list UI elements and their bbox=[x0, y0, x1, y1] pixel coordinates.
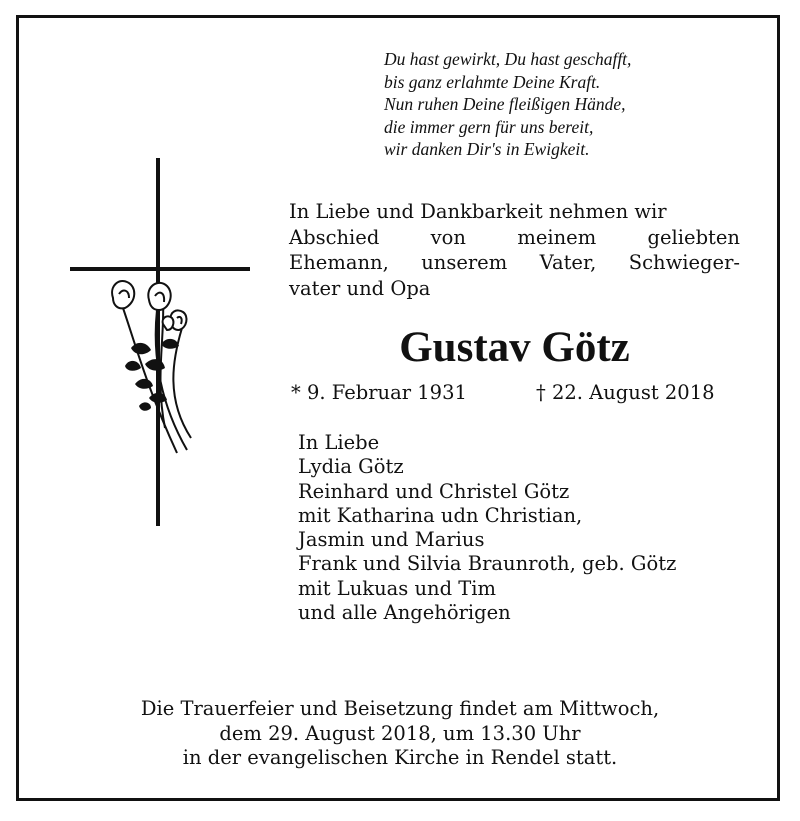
deceased-name: Gustav Götz bbox=[399, 324, 630, 371]
poem-line: Du hast gewirkt, Du hast geschafft, bbox=[384, 49, 632, 69]
mourner-line: Frank und Silvia Braunroth, geb. Götz bbox=[298, 552, 677, 576]
mourner-line: mit Katharina udn Christian, bbox=[298, 503, 583, 527]
mourner-line: In Liebe bbox=[298, 431, 380, 454]
mourners-list bbox=[298, 431, 676, 625]
poem-line: bis ganz erlahmte Deine Kraft. bbox=[384, 71, 601, 92]
cross-with-roses-icon bbox=[65, 158, 255, 530]
mourner-line: Reinhard und Christel Götz bbox=[298, 479, 570, 503]
mourner-line: und alle Angehörigen bbox=[298, 601, 511, 625]
poem-line: Nun ruhen Deine fleißigen Hände, bbox=[384, 94, 626, 114]
farewell-line: Abschied von meinem geliebten bbox=[289, 225, 740, 249]
farewell-line: Ehemann, unserem Vater, Schwieger- bbox=[289, 251, 740, 274]
funeral-notice bbox=[40, 697, 760, 771]
poem-line: wir danken Dir's in Ewigkeit. bbox=[384, 139, 590, 159]
farewell-line: vater und Opa bbox=[289, 276, 431, 300]
funeral-line: in der evangelischen Kirche in Rendel statt. bbox=[182, 746, 618, 769]
farewell-text bbox=[289, 199, 740, 301]
poem-line: die immer gern für uns bereit, bbox=[384, 116, 594, 137]
mourner-line: mit Lukuas und Tim bbox=[298, 576, 497, 600]
memorial-poem bbox=[384, 48, 631, 161]
mourner-line: Jasmin und Marius bbox=[298, 528, 485, 552]
funeral-line: Die Trauerfeier und Beisetzung findet am Mittwoch, bbox=[140, 697, 660, 720]
funeral-line: dem 29. August 2018, um 13.30 Uhr bbox=[219, 721, 581, 745]
birth-date: * 9. Februar 1931 bbox=[291, 381, 467, 404]
farewell-line: In Liebe und Dankbarkeit nehmen wir bbox=[289, 200, 667, 223]
death-date: † 22. August 2018 bbox=[536, 381, 715, 404]
mourner-line: Lydia Götz bbox=[298, 455, 404, 479]
